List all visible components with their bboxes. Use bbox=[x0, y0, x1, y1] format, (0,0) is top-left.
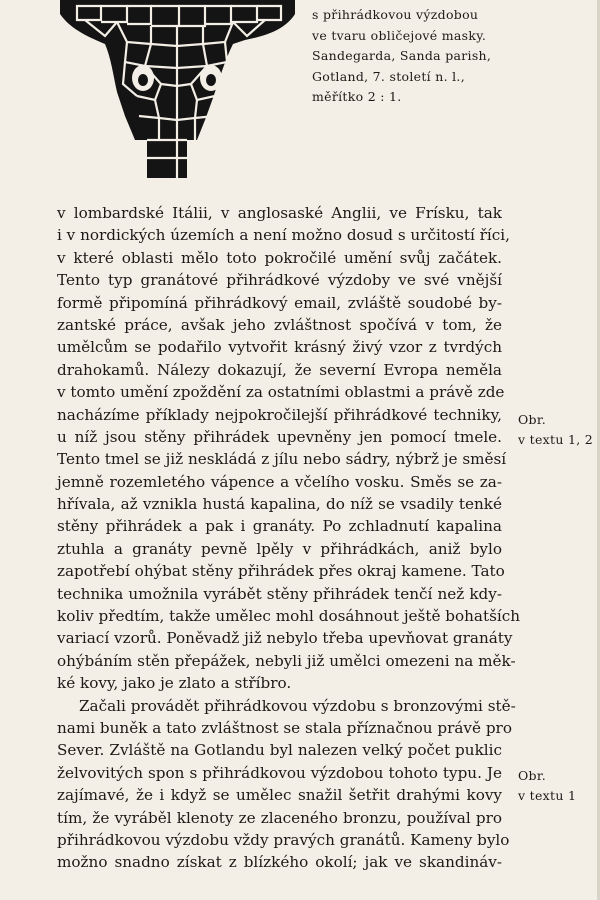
text-line: drahokamů. Nálezy dokazují, že severní Evropa neměla bbox=[57, 360, 502, 379]
text-line: ohýbáním stěn přepážek, nebyli již umělci omezeni na měk- bbox=[57, 651, 516, 670]
caption-line: Gotland, 7. století n. l., bbox=[312, 68, 465, 84]
text-line: formě připomíná přihrádkový email, zvláště soudobé by- bbox=[57, 293, 502, 312]
text-line: ké kovy, jako je zlato a stříbro. bbox=[57, 674, 292, 693]
text-line: stěny přihrádek a pak i granáty. Po zchladnutí kapalina bbox=[57, 517, 502, 536]
figure-caption bbox=[312, 5, 532, 108]
text-line: zajímavé, že i když se umělec snažil šetřit drahými kovy bbox=[57, 786, 502, 805]
caption-line: měřítko 2 : 1. bbox=[312, 89, 402, 104]
text-line: variací vzorů. Poněvadž již nebylo třeba upevňovat granáty bbox=[57, 629, 513, 648]
caption-line: Sandegarda, Sanda parish, bbox=[312, 48, 492, 63]
text-line: tím, že vyráběl klenoty ze zlaceného bronzu, používal pro bbox=[57, 808, 502, 827]
text-line: technika umožnila vyrábět stěny přihrádek tenčí než kdy- bbox=[57, 584, 502, 603]
margin-note-ref: v textu 1 bbox=[518, 788, 577, 803]
text-line: nami buněk a tato zvláštnost se stala příznačnou právě pro bbox=[57, 718, 512, 737]
text-line: Tento typ granátové přihrádkové výzdoby ve své vnější bbox=[57, 271, 502, 290]
text-line: zantské práce, avšak jeho zvláštnost spočívá v tom, že bbox=[57, 315, 502, 334]
margin-note-ref: v textu 1, 2 bbox=[518, 432, 594, 447]
paragraph-2 bbox=[57, 695, 516, 874]
text-line: přihrádkovou výzdobu vždy pravých granátů. Kameny bylo bbox=[57, 830, 510, 849]
margin-note-label: Obr. bbox=[518, 768, 547, 783]
mask-illustration bbox=[60, 0, 295, 178]
text-line: jemně rozemletého vápence a včelího vosku. Směs se za- bbox=[57, 472, 502, 491]
text-line: i v nordických územích a není možno dosud s určitostí říci, bbox=[57, 226, 510, 245]
text-line: zapotřebí ohýbat stěny přihrádek přes okraj kamene. Tato bbox=[57, 562, 505, 581]
caption-line: ve tvaru obličejové masky. bbox=[312, 27, 487, 43]
text-line: Tento tmel se již neskládá z jílu nebo sádry, nýbrž je směsí bbox=[57, 450, 507, 469]
margin-note-label: Obr. bbox=[518, 412, 547, 427]
text-line: nacházíme příklady nejpokročilejší přihrádkové techniky, bbox=[57, 405, 502, 424]
text-line: v lombardské Itálii, v anglosaské Anglii, ve Frísku, tak bbox=[57, 204, 502, 222]
left-eye-pupil bbox=[138, 74, 148, 86]
text-line: koliv předtím, takže umělec mohl dosáhnout ještě bohatších bbox=[57, 607, 521, 626]
caption-line: s přihrádkovou výzdobou bbox=[312, 7, 479, 22]
text-line: Sever. Zvláště na Gotlandu byl nalezen velký počet puklic bbox=[57, 741, 502, 760]
margin-note-figure-ref bbox=[518, 766, 576, 806]
text-line: želvovitých spon s přihrádkovou výzdobou tohoto typu. Je bbox=[57, 763, 502, 782]
text-line: v tomto umění zpoždění za ostatními oblastmi a právě zde bbox=[57, 383, 505, 402]
text-line: možno snadno získat z blízkého okolí; jak ve skandináv- bbox=[57, 853, 502, 872]
margin-note-figure-ref bbox=[518, 410, 593, 450]
body-text bbox=[57, 202, 521, 874]
text-line: v které oblasti mělo toto pokročilé umění svůj začátek. bbox=[57, 248, 502, 267]
face-mask-cloisonne-image bbox=[55, 0, 300, 178]
text-line: umělcům se podařilo vytvořit krásný živý vzor z tvrdých bbox=[57, 338, 502, 357]
text-line: u níž jsou stěny přihrádek upevněny jen pomocí tmele. bbox=[57, 427, 502, 446]
paragraph-1 bbox=[57, 202, 521, 695]
right-eye-pupil bbox=[206, 74, 216, 86]
text-line: Začali provádět přihrádkovou výzdobu s bronzovými stě- bbox=[79, 696, 516, 715]
text-line: hřívala, až vznikla hustá kapalina, do níž se vsadily tenké bbox=[57, 495, 502, 514]
text-line: ztuhla a granáty pevně lpěly v přihrádkách, aniž bylo bbox=[57, 539, 502, 558]
